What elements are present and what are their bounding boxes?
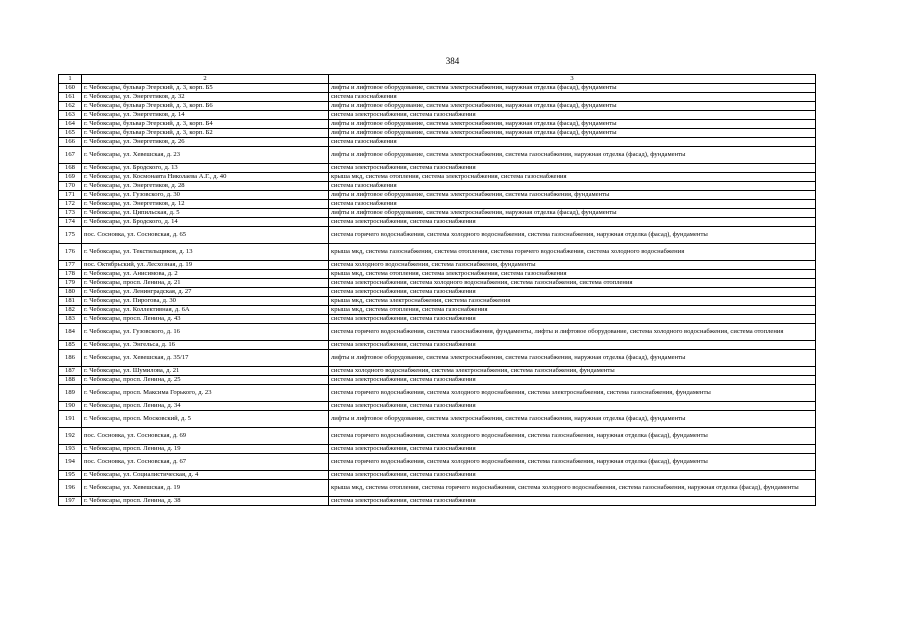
row-number: 164 [59, 120, 82, 129]
page-number: 384 [445, 56, 460, 66]
row-works: система холодного водоснабжения, система газоснабжения, фундаменты [329, 261, 816, 270]
row-works: система горячего водоснабжения, система газоснабжения, фундаменты, лифты и лифтовое оборудование, система холодного водоснабжения, система отопления [329, 324, 816, 341]
header-col-1: 1 [59, 75, 82, 84]
row-number: 165 [59, 129, 82, 138]
row-number: 163 [59, 111, 82, 120]
table-row [59, 270, 816, 279]
row-works: система газоснабжения [329, 93, 816, 102]
row-works: система газоснабжения [329, 200, 816, 209]
row-number: 179 [59, 279, 82, 288]
row-address: г. Чебоксары, просп. Ленина, д. 38 [82, 497, 329, 506]
table-row [59, 367, 816, 376]
row-works: лифты и лифтовое оборудование, система электроснабжения, система газоснабжения, фундаменты [329, 191, 816, 200]
row-number: 167 [59, 147, 82, 164]
row-address: г. Чебоксары, ул. Бродского, д. 13 [82, 164, 329, 173]
table-row [59, 138, 816, 147]
table-row [59, 200, 816, 209]
row-number: 196 [59, 480, 82, 497]
table-row [59, 385, 816, 402]
row-works: система электроснабжения, система газоснабжения [329, 497, 816, 506]
row-number: 168 [59, 164, 82, 173]
table-row [59, 428, 816, 445]
table-row [59, 244, 816, 261]
table-row [59, 471, 816, 480]
row-address: г. Чебоксары, просп. Максима Горького, д. 23 [82, 385, 329, 402]
row-number: 190 [59, 402, 82, 411]
row-address: г. Чебоксары, ул. Энергетиков, д. 14 [82, 111, 329, 120]
row-number: 176 [59, 244, 82, 261]
row-address: г. Чебоксары, просп. Московский, д. 5 [82, 411, 329, 428]
row-number: 191 [59, 411, 82, 428]
row-address: г. Чебоксары, ул. Энергетиков, д. 12 [82, 200, 329, 209]
row-number: 195 [59, 471, 82, 480]
table-row [59, 297, 816, 306]
row-number: 162 [59, 102, 82, 111]
row-number: 192 [59, 428, 82, 445]
row-number: 183 [59, 315, 82, 324]
row-works: лифты и лифтовое оборудование, система электроснабжения, наружная отделка (фасад), фундаменты [329, 102, 816, 111]
table-row [59, 454, 816, 471]
row-address: г. Чебоксары, ул. Космонавта Николаева А.Г., д. 40 [82, 173, 329, 182]
row-address: г. Чебоксары, ул. Ленинградская, д. 27 [82, 288, 329, 297]
row-address: г. Чебоксары, бульвар Эгерский, д. 3, корп. Б5 [82, 84, 329, 93]
row-number: 186 [59, 350, 82, 367]
row-address: г. Чебоксары, ул. Гузовского, д. 30 [82, 191, 329, 200]
row-works: система электроснабжения, система газоснабжения [329, 376, 816, 385]
table-row [59, 164, 816, 173]
row-number: 166 [59, 138, 82, 147]
row-number: 180 [59, 288, 82, 297]
row-address: г. Чебоксары, ул. Энергетиков, д. 32 [82, 93, 329, 102]
table-row [59, 218, 816, 227]
table-row [59, 341, 816, 350]
header-col-2: 2 [82, 75, 329, 84]
row-address: пос. Сосновка, ул. Сосновская, д. 67 [82, 454, 329, 471]
row-works: система электроснабжения, система холодного водоснабжения, система газоснабжения, система отопления [329, 279, 816, 288]
table-row [59, 120, 816, 129]
row-address: г. Чебоксары, просп. Ленина, д. 19 [82, 445, 329, 454]
row-number: 160 [59, 84, 82, 93]
table-row [59, 288, 816, 297]
row-works: крыша мкд, система отопления, система горячего водоснабжения, система холодного водоснабжения, система газоснабжения, наружная отделка (фасад), фундаменты [329, 480, 816, 497]
row-works: лифты и лифтовое оборудование, система электроснабжения, наружная отделка (фасад), фундаменты [329, 84, 816, 93]
row-address: г. Чебоксары, ул. Текстильщиков, д. 13 [82, 244, 329, 261]
row-address: пос. Сосновка, ул. Сосновская, д. 65 [82, 227, 329, 244]
table-row [59, 411, 816, 428]
row-works: система электроснабжения, система газоснабжения [329, 111, 816, 120]
row-address: г. Чебоксары, ул. Бродского, д. 14 [82, 218, 329, 227]
row-address: г. Чебоксары, ул. Шумилова, д. 21 [82, 367, 329, 376]
row-number: 182 [59, 306, 82, 315]
row-address: г. Чебоксары, ул. Энергетиков, д. 28 [82, 182, 329, 191]
row-works: крыша мкд, система газоснабжения, система отопления, система горячего водоснабжения, система холодного водоснабжения [329, 244, 816, 261]
row-works: система электроснабжения, система газоснабжения [329, 471, 816, 480]
row-address: г. Чебоксары, бульвар Эгерский, д. 3, корп. Б2 [82, 129, 329, 138]
table-row [59, 182, 816, 191]
row-address: г. Чебоксары, ул. Энергетиков, д. 26 [82, 138, 329, 147]
row-works: система горячего водоснабжения, система холодного водоснабжения, система электроснабжения, система газоснабжения, фундаменты [329, 385, 816, 402]
row-works: система газоснабжения [329, 138, 816, 147]
table-row [59, 315, 816, 324]
table-row [59, 84, 816, 93]
row-works: лифты и лифтовое оборудование, система электроснабжения, система газоснабжения, наружная отделка (фасад), фундаменты [329, 147, 816, 164]
row-works: система электроснабжения, система газоснабжения [329, 402, 816, 411]
row-works: лифты и лифтовое оборудование, система электроснабжения, наружная отделка (фасад), фундаменты [329, 129, 816, 138]
row-number: 185 [59, 341, 82, 350]
row-works: лифты и лифтовое оборудование, система электроснабжения, наружная отделка (фасад), фундаменты [329, 120, 816, 129]
row-number: 188 [59, 376, 82, 385]
table-row [59, 306, 816, 315]
row-works: крыша мкд, система отопления, система электроснабжения, система газоснабжения [329, 270, 816, 279]
table-row [59, 480, 816, 497]
row-address: г. Чебоксары, бульвар Эгерский, д. 3, корп. Б6 [82, 102, 329, 111]
row-address: г. Чебоксары, просп. Ленина, д. 43 [82, 315, 329, 324]
row-works: крыша мкд, система отопления, система газоснабжения [329, 306, 816, 315]
row-works: система электроснабжения, система газоснабжения [329, 445, 816, 454]
row-address: г. Чебоксары, просп. Ленина, д. 21 [82, 279, 329, 288]
row-number: 174 [59, 218, 82, 227]
table-row [59, 227, 816, 244]
row-works: система горячего водоснабжения, система холодного водоснабжения, система газоснабжения, наружная отделка (фасад), фундаменты [329, 454, 816, 471]
row-address: г. Чебоксары, просп. Ленина, д. 25 [82, 376, 329, 385]
row-works: система газоснабжения [329, 182, 816, 191]
row-number: 175 [59, 227, 82, 244]
row-number: 169 [59, 173, 82, 182]
table-row [59, 445, 816, 454]
row-address: г. Чебоксары, ул. Ципильская, д. 5 [82, 209, 329, 218]
table-row [59, 191, 816, 200]
row-works: система электроснабжения, система газоснабжения [329, 341, 816, 350]
table-row [59, 324, 816, 341]
row-address: г. Чебоксары, ул. Хевешская, д. 23 [82, 147, 329, 164]
row-works: лифты и лифтовое оборудование, система электроснабжения, наружная отделка (фасад), фундаменты [329, 209, 816, 218]
row-number: 184 [59, 324, 82, 341]
row-address: г. Чебоксары, ул. Хевешская, д. 35/17 [82, 350, 329, 367]
row-works: крыша мкд, система электроснабжения, система газоснабжения [329, 297, 816, 306]
table-row [59, 111, 816, 120]
row-address: г. Чебоксары, ул. Гузовского, д. 16 [82, 324, 329, 341]
row-number: 172 [59, 200, 82, 209]
row-number: 194 [59, 454, 82, 471]
row-number: 178 [59, 270, 82, 279]
row-number: 171 [59, 191, 82, 200]
row-works: система электроснабжения, система газоснабжения [329, 288, 816, 297]
row-address: пос. Октябрьский, ул. Лесхозная, д. 19 [82, 261, 329, 270]
row-number: 189 [59, 385, 82, 402]
row-address: г. Чебоксары, ул. Хевешская, д. 19 [82, 480, 329, 497]
table-header-row [59, 75, 816, 84]
works-table [58, 74, 816, 506]
row-works: система электроснабжения, система газоснабжения [329, 164, 816, 173]
row-number: 161 [59, 93, 82, 102]
table-row [59, 497, 816, 506]
row-address: г. Чебоксары, просп. Ленина, д. 34 [82, 402, 329, 411]
row-works: лифты и лифтовое оборудование, система электроснабжения, система газоснабжения, наружная отделка (фасад), фундаменты [329, 350, 816, 367]
row-number: 177 [59, 261, 82, 270]
row-address: г. Чебоксары, ул. Пирогова, д. 30 [82, 297, 329, 306]
row-works: крыша мкд, система отопления, система электроснабжения, система газоснабжения [329, 173, 816, 182]
table-row [59, 261, 816, 270]
table-row [59, 93, 816, 102]
table-row [59, 402, 816, 411]
row-works: система горячего водоснабжения, система холодного водоснабжения, система газоснабжения, наружная отделка (фасад), фундаменты [329, 428, 816, 445]
row-works: система электроснабжения, система газоснабжения [329, 315, 816, 324]
row-address: г. Чебоксары, ул. Социалистическая, д. 4 [82, 471, 329, 480]
row-works: система горячего водоснабжения, система холодного водоснабжения, система газоснабжения, наружная отделка (фасад), фундаменты [329, 227, 816, 244]
table-row [59, 102, 816, 111]
works-table-body [59, 75, 816, 506]
row-works: система холодного водоснабжения, система электроснабжения, система газоснабжения, фундаменты [329, 367, 816, 376]
row-number: 170 [59, 182, 82, 191]
row-works: система электроснабжения, система газоснабжения [329, 218, 816, 227]
table-row [59, 279, 816, 288]
table-row [59, 129, 816, 138]
row-address: пос. Сосновка, ул. Сосновская, д. 69 [82, 428, 329, 445]
row-works: лифты и лифтовое оборудование, система электроснабжения, система газоснабжения, наружная отделка (фасад), фундаменты [329, 411, 816, 428]
row-address: г. Чебоксары, ул. Энгельса, д. 16 [82, 341, 329, 350]
table-row [59, 173, 816, 182]
table-row [59, 350, 816, 367]
row-address: г. Чебоксары, ул. Коллективная, д. 6А [82, 306, 329, 315]
row-number: 187 [59, 367, 82, 376]
row-address: г. Чебоксары, бульвар Эгерский, д. 3, корп. Б4 [82, 120, 329, 129]
table-row [59, 376, 816, 385]
row-number: 181 [59, 297, 82, 306]
row-number: 197 [59, 497, 82, 506]
row-address: г. Чебоксары, ул. Анисимова, д. 2 [82, 270, 329, 279]
table-row [59, 147, 816, 164]
row-number: 173 [59, 209, 82, 218]
table-row [59, 209, 816, 218]
header-col-3: 3 [329, 75, 816, 84]
row-number: 193 [59, 445, 82, 454]
